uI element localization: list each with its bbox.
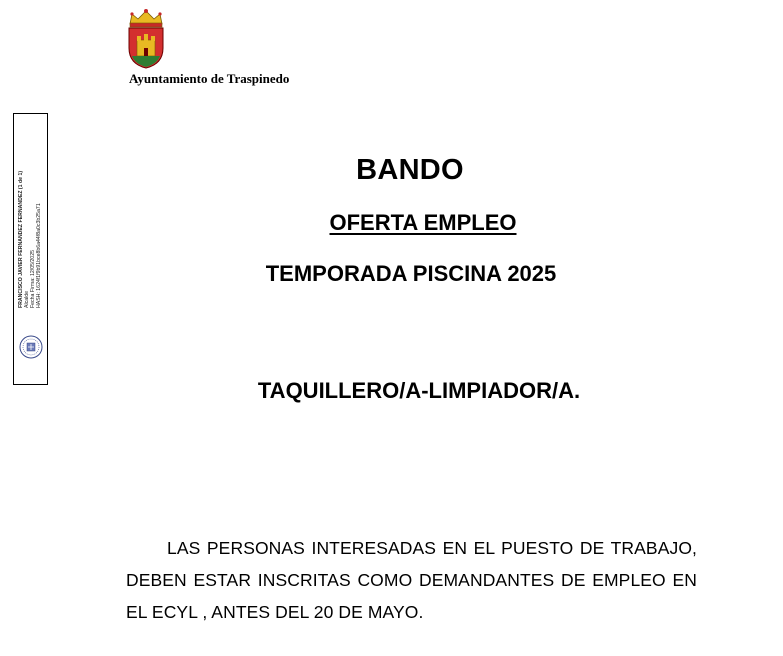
signature-stamp — [13, 113, 48, 385]
subtitle-text: OFERTA EMPLEO — [329, 210, 517, 235]
season-heading: TEMPORADA PISCINA 2025 — [265, 261, 557, 286]
municipality-name: Ayuntamiento de Traspinedo — [129, 71, 290, 86]
document-title: BANDO — [356, 154, 464, 186]
job-position: TAQUILLERO/A-LIMPIADOR/A. — [257, 378, 581, 403]
signature-hash: HASH: 1624f1f9b91bce8b6a44f8a0c3b25a71 — [36, 203, 42, 308]
seal-icon — [19, 335, 43, 359]
coat-of-arms-icon — [124, 6, 168, 70]
signature-date: Fecha Firma: 12/05/2025 — [30, 250, 36, 308]
signature-text-block — [18, 158, 42, 308]
document-subtitle — [270, 210, 576, 236]
signer-role: Alcalde — [24, 290, 30, 308]
signer-name: FRANCISCO JAVIER FERNANDEZ FERNANDEZ (1 de 1) — [18, 170, 24, 308]
body-paragraph: LAS PERSONAS INTERESADAS EN EL PUESTO DE TRABAJO, DEBEN ESTAR INSCRITAS COMO DEMANDANTES DE EMPLEO EN EL ECYL , ANTES DEL 20 DE MAYO. — [126, 538, 697, 622]
